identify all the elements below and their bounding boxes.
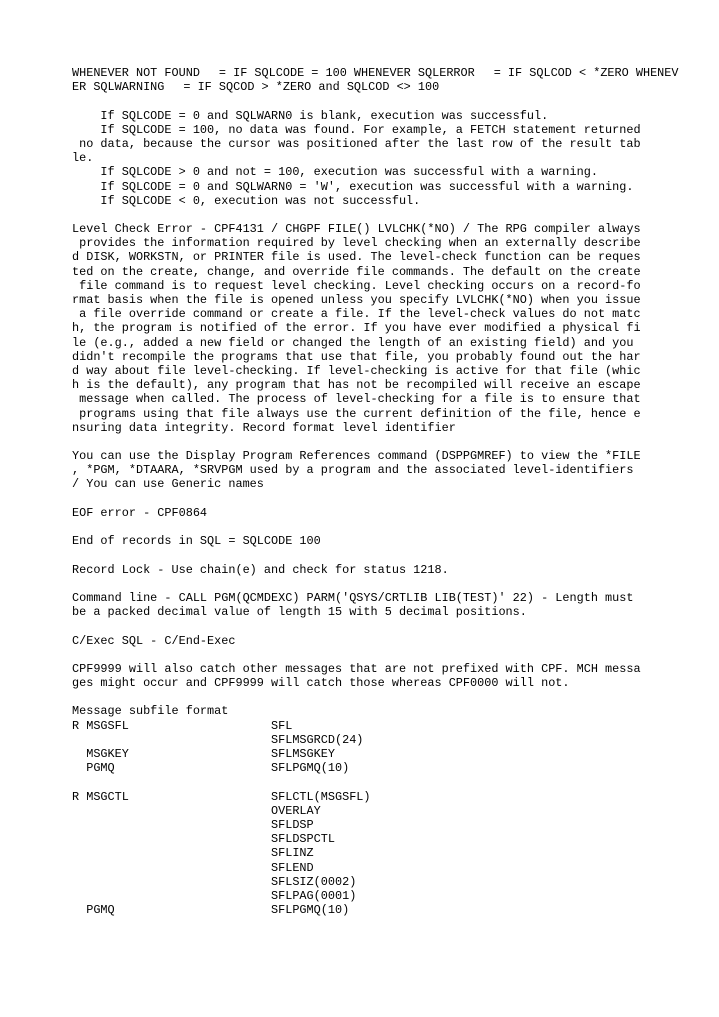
text-line: h is the default), any program that has not be recompiled will receive an escape	[72, 378, 641, 393]
text-line: SFLINZ	[72, 846, 314, 861]
blank-line	[72, 577, 662, 591]
text-line: d DISK, WORKSTN, or PRINTER file is used. The level-check function can be reques	[72, 250, 641, 265]
text-line: If SQLCODE < 0, execution was not successful.	[72, 193, 421, 208]
text-line: CPF9999 will also catch other messages that are not prefixed with CPF. MCH messa	[72, 661, 641, 676]
text-line: If SQLCODE = 0 and SQLWARN0 is blank, execution was successful.	[72, 108, 549, 123]
text-line: programs using that file always use the current definition of the file, hence e	[72, 406, 641, 421]
blank-line	[72, 492, 662, 506]
text-line: h, the program is notified of the error. If you have ever modified a physical fi	[72, 321, 641, 336]
text-line: OVERLAY	[72, 803, 321, 818]
text-line: Message subfile format	[72, 704, 229, 719]
blank-line	[72, 520, 662, 534]
text-line: SFLMSGRCD(24)	[72, 732, 364, 747]
text-line: End of records in SQL = SQLCODE 100	[72, 534, 321, 549]
text-line: If SQLCODE = 100, no data was found. For example, a FETCH statement returned	[72, 122, 641, 137]
text-line: rmat basis when the file is opened unless you specify LVLCHK(*NO) when you issue	[72, 293, 641, 307]
text-line: PGMQ SFLPGMQ(10)	[72, 903, 350, 918]
text-line: SFLDSP	[72, 817, 314, 832]
text-line: nsuring data integrity. Record format level identifier	[72, 420, 456, 435]
text-line: SFLPAG(0001)	[72, 888, 357, 903]
blank-line	[72, 435, 662, 449]
text-line: didn't recompile the programs that use that file, you probably found out the har	[72, 349, 641, 364]
text-line: EOF error - CPF0864	[72, 505, 208, 520]
text-line: / You can use Generic names	[72, 477, 264, 492]
blank-line	[72, 94, 662, 108]
text-line: WHENEVER NOT FOUND = IF SQLCODE = 100 WHENEVER SQLERROR = IF SQLCOD < *ZERO WHENEV	[72, 66, 679, 80]
text-line: If SQLCODE = 0 and SQLWARN0 = 'W', execution was successful with a warning.	[72, 179, 634, 194]
blank-line	[72, 208, 662, 222]
text-line: a file override command or create a file. If the level-check values do not matc	[72, 307, 641, 322]
text-line: ges might occur and CPF9999 will catch those whereas CPF0000 will not.	[72, 676, 570, 691]
text-line: If SQLCODE > 0 and not = 100, execution was successful with a warning.	[72, 165, 598, 180]
text-line: Record Lock - Use chain(e) and check for status 1218.	[72, 562, 449, 577]
text-line: SFLDSPCTL	[72, 832, 335, 847]
blank-line	[72, 775, 662, 789]
text-line: R MSGSFL SFL	[72, 718, 293, 733]
text-line: file command is to request level checking. Level checking occurs on a record-fo	[72, 278, 641, 293]
text-line: R MSGCTL SFLCTL(MSGSFL)	[72, 789, 371, 804]
text-line: be a packed decimal value of length 15 with 5 decimal positions.	[72, 605, 527, 620]
text-line: le (e.g., added a new field or changed the length of an existing field) and you	[72, 335, 634, 350]
text-line: SFLSIZ(0002)	[72, 874, 357, 889]
text-line: provides the information required by level checking when an externally describe	[72, 236, 641, 251]
blank-line	[72, 690, 662, 704]
text-line: d way about file level-checking. If level-checking is active for that file (whic	[72, 363, 641, 378]
document-page	[72, 66, 679, 918]
text-line: le.	[72, 151, 94, 166]
text-line: Command line - CALL PGM(QCMDEXC) PARM('QSYS/CRTLIB LIB(TEST)' 22) - Length must	[72, 590, 634, 605]
text-line: no data, because the cursor was positioned after the last row of the result tab	[72, 136, 641, 151]
text-line: ER SQLWARNING = IF SQCOD > *ZERO and SQLCOD <> 100	[72, 80, 440, 95]
text-line: , *PGM, *DTAARA, *SRVPGM used by a program and the associated level-identifiers	[72, 463, 634, 478]
blank-line	[72, 548, 662, 562]
text-line: Level Check Error - CPF4131 / CHGPF FILE() LVLCHK(*NO) / The RPG compiler always	[72, 222, 641, 237]
text-line: C/Exec SQL - C/End-Exec	[72, 633, 236, 648]
blank-line	[72, 619, 662, 633]
text-line: PGMQ SFLPGMQ(10)	[72, 761, 350, 776]
text-line: message when called. The process of level-checking for a file is to ensure that	[72, 392, 641, 407]
text-line: You can use the Display Program References command (DSPPGMREF) to view the *FILE	[72, 449, 641, 464]
text-line: MSGKEY SFLMSGKEY	[72, 747, 335, 761]
text-line: SFLEND	[72, 860, 314, 875]
blank-line	[72, 648, 662, 662]
text-line: ted on the create, change, and override file commands. The default on the create	[72, 264, 641, 279]
